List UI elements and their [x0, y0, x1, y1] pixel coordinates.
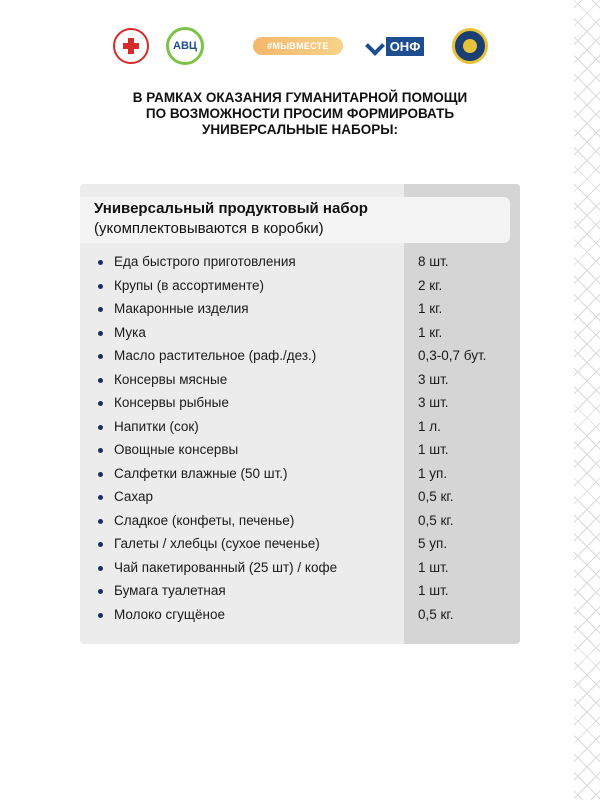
item-quantity: 1 шт.: [418, 559, 449, 575]
bullet-icon: [98, 613, 103, 618]
bullet-icon: [98, 566, 103, 571]
bullet-icon: [98, 425, 103, 430]
item-name: Бумага туалетная: [114, 583, 226, 598]
bullet-icon: [98, 401, 103, 406]
list-item: [80, 322, 520, 346]
item-quantity: 0,5 кг.: [418, 489, 454, 504]
item-quantity: 5 уп.: [418, 536, 448, 551]
card-title: Универсальный продуктовый набор: [94, 200, 368, 217]
list-item: [80, 275, 520, 299]
item-name: Консервы мясные: [114, 371, 228, 387]
item-quantity: 1 кг.: [418, 301, 443, 316]
list-item: [80, 604, 520, 628]
list-item: [80, 369, 520, 393]
list-item: [80, 510, 520, 534]
bullet-icon: [98, 284, 103, 289]
list-item: [80, 416, 520, 440]
item-name: Молоко сгущёное: [114, 606, 225, 622]
item-quantity: 1 шт.: [418, 583, 449, 598]
heading-line-3: УНИВЕРСАЛЬНЫЕ НАБОРЫ:: [202, 122, 398, 137]
onf-checkmark-icon: [366, 37, 384, 55]
list-item: [80, 486, 520, 510]
item-quantity: 0,5 кг.: [418, 512, 454, 528]
list-item: [80, 251, 520, 275]
avc-logo-text: АВЦ: [166, 27, 204, 65]
item-quantity: 1 шт.: [418, 442, 449, 457]
bullet-icon: [98, 354, 103, 359]
item-name: Сладкое (конфеты, печенье): [114, 512, 295, 528]
bullet-icon: [98, 589, 103, 594]
list-item: [80, 557, 520, 581]
item-name: Галеты / хлебцы (сухое печенье): [114, 536, 320, 551]
list-item: [80, 439, 520, 463]
emblem-icon: [463, 39, 477, 53]
product-kit-card: [80, 184, 520, 644]
red-cross-icon: [123, 38, 139, 54]
bullet-icon: [98, 378, 103, 383]
mv-logo: [252, 24, 344, 68]
list-item: [80, 463, 520, 487]
bullet-icon: [98, 307, 103, 312]
item-name: Чай пакетированный (25 шт) / кофе: [114, 559, 338, 575]
item-quantity: 3 шт.: [418, 371, 449, 387]
item-name: Консервы рыбные: [114, 395, 229, 410]
card-header: [80, 197, 510, 243]
item-quantity: 1 л.: [418, 418, 441, 434]
coat-of-arms-logo: [450, 24, 490, 68]
bullet-icon: [98, 331, 103, 336]
item-name: Напитки (сок): [114, 418, 199, 434]
list-item: [80, 533, 520, 557]
heading-line-2: ПО ВОЗМОЖНОСТИ ПРОСИМ ФОРМИРОВАТЬ: [145, 106, 455, 121]
page-heading: [70, 90, 530, 138]
item-quantity: 3 шт.: [418, 395, 449, 410]
decorative-ornament-strip: [574, 0, 600, 800]
bullet-icon: [98, 542, 103, 547]
list-item: [80, 345, 520, 369]
item-name: Мука: [114, 324, 146, 340]
onf-logo-text: ОНФ: [386, 37, 425, 56]
item-name: Крупы (в ассортименте): [114, 277, 265, 293]
item-name: Овощные консервы: [114, 442, 239, 457]
item-quantity: 0,5 кг.: [418, 606, 454, 622]
item-quantity: 8 шт.: [418, 254, 449, 269]
items-list: [80, 251, 520, 627]
list-item: [80, 298, 520, 322]
avc-logo: [166, 24, 242, 68]
item-quantity: 1 кг.: [418, 324, 443, 340]
item-name: Масло растительное (раф./дез.): [114, 348, 317, 363]
item-quantity: 1 уп.: [418, 465, 448, 481]
list-item: [80, 392, 520, 416]
item-name: Еда быстрого приготовления: [114, 254, 296, 269]
bullet-icon: [98, 260, 103, 265]
heading-line-1: В РАМКАХ ОКАЗАНИЯ ГУМАНИТАРНОЙ ПОМОЩИ: [132, 90, 468, 105]
card-subtitle: (укомплектовываются в коробки): [94, 220, 324, 237]
onf-logo: [354, 24, 436, 68]
item-quantity: 0,3-0,7 бут.: [418, 348, 487, 363]
bullet-icon: [98, 472, 103, 477]
mv-logo-text: #МЫВМЕСТЕ: [253, 37, 343, 55]
bullet-icon: [98, 519, 103, 524]
item-name: Макаронные изделия: [114, 301, 249, 316]
list-item: [80, 580, 520, 604]
item-name: Сахар: [114, 489, 154, 504]
red-cross-logo: [110, 24, 152, 68]
bullet-icon: [98, 495, 103, 500]
logos-row: [110, 24, 490, 68]
item-quantity: 2 кг.: [418, 277, 443, 293]
bullet-icon: [98, 448, 103, 453]
item-name: Салфетки влажные (50 шт.): [114, 465, 288, 481]
